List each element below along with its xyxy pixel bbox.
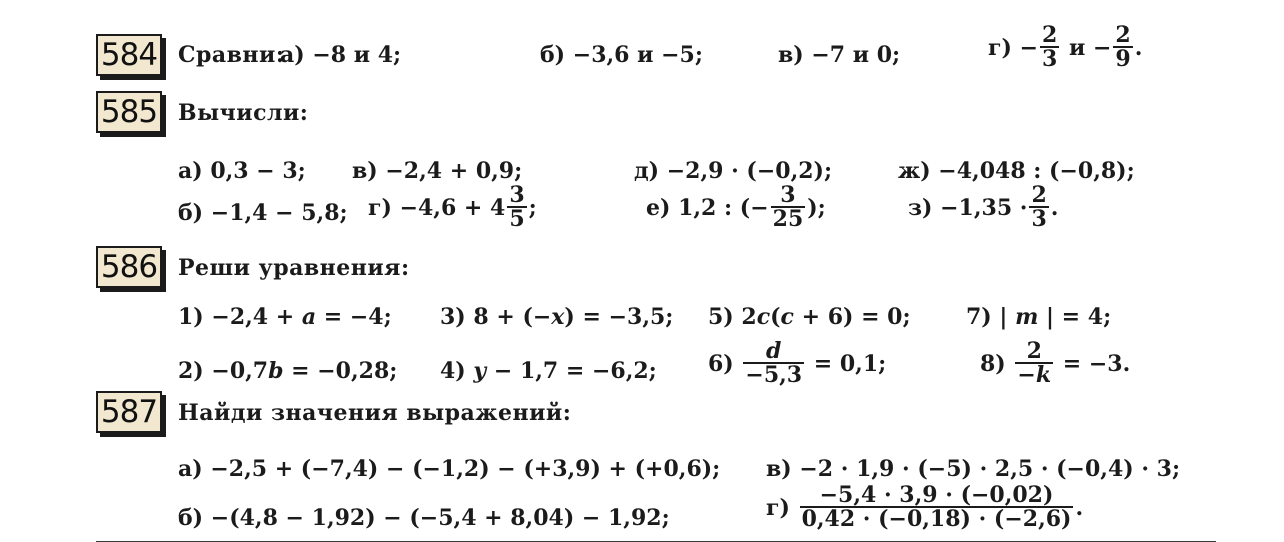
fraction-numerator: d bbox=[743, 340, 804, 364]
item-expression: −2 · 1,9 · (−5) · 2,5 · (−0,4) · 3; bbox=[799, 456, 1181, 482]
item-post: . bbox=[1134, 35, 1143, 61]
item-post: . bbox=[1050, 195, 1059, 221]
item-label: 1) bbox=[178, 304, 204, 330]
problem-585-item-b bbox=[178, 200, 348, 226]
item-post: ; bbox=[528, 195, 537, 221]
fraction-denominator: 25 bbox=[772, 206, 804, 232]
item-label: б) bbox=[540, 42, 566, 68]
item-post: = −4; bbox=[316, 304, 392, 330]
fraction-numerator: 2 bbox=[1015, 340, 1053, 364]
item-label: е) bbox=[646, 195, 671, 221]
problem-587-title: Найди значения выражений: bbox=[178, 400, 572, 426]
problem-number-584: 584 bbox=[96, 34, 162, 76]
problem-586-item-4 bbox=[440, 358, 657, 384]
problem-585-item-zh bbox=[898, 158, 1135, 184]
problem-585-item-d bbox=[634, 158, 832, 184]
item-label: а) bbox=[178, 456, 203, 482]
item-expression: −2,5 + (−7,4) − (−1,2) − (+3,9) + (+0,6); bbox=[210, 456, 721, 482]
problem-584-item-d bbox=[988, 22, 1143, 72]
item-expression: −4,048 : (−0,8); bbox=[938, 158, 1135, 184]
item-label: б) bbox=[178, 505, 204, 531]
fraction bbox=[1029, 184, 1048, 230]
problem-586-item-1 bbox=[178, 304, 392, 330]
fraction-numerator: −5,4 · 3,9 · (−0,02) bbox=[800, 484, 1074, 508]
item-post: = 0,1; bbox=[813, 351, 887, 377]
item-post: | = 4; bbox=[1038, 304, 1112, 330]
item-expression: −8 и 4; bbox=[312, 42, 402, 68]
fraction bbox=[743, 340, 804, 386]
fraction bbox=[800, 484, 1074, 530]
item-mid: ( bbox=[770, 304, 781, 330]
fraction-numerator: 3 bbox=[771, 184, 806, 208]
item-label: д) bbox=[634, 158, 660, 184]
item-pre: | bbox=[999, 304, 1016, 330]
problem-587-item-a bbox=[178, 456, 720, 482]
item-post: ) = −3,5; bbox=[564, 304, 674, 330]
problem-587-item-b bbox=[178, 505, 670, 531]
variable: b bbox=[268, 358, 284, 384]
fraction-numerator: 3 bbox=[509, 182, 525, 208]
item-label: г) bbox=[368, 195, 392, 221]
item-label: 5) bbox=[708, 304, 734, 330]
variable: a bbox=[301, 304, 317, 330]
problem-585-item-g bbox=[368, 182, 537, 232]
item-post: . bbox=[1075, 495, 1084, 521]
item-pre: − bbox=[1019, 35, 1038, 61]
variable: c bbox=[780, 304, 794, 330]
item-label: 6) bbox=[708, 351, 734, 377]
item-label: з) bbox=[908, 195, 933, 221]
fraction-denominator: −k bbox=[1017, 362, 1052, 388]
problem-585-item-a bbox=[178, 158, 306, 184]
variable: y bbox=[473, 358, 487, 384]
problem-585-item-z bbox=[908, 182, 1059, 232]
problem-number-585: 585 bbox=[96, 91, 162, 133]
item-mid: и − bbox=[1068, 35, 1112, 61]
item-label: г) bbox=[988, 35, 1012, 61]
item-expression: −2,4 + 0,9; bbox=[385, 158, 523, 184]
item-label: 4) bbox=[440, 358, 466, 384]
item-label: 7) bbox=[966, 304, 992, 330]
fraction-numerator: 2 bbox=[1115, 22, 1131, 48]
item-pre: 2 bbox=[741, 304, 757, 330]
item-label: 2) bbox=[178, 358, 204, 384]
problem-585-title: Вычисли: bbox=[178, 100, 309, 126]
problem-number-586: 586 bbox=[96, 246, 162, 288]
fraction bbox=[1040, 24, 1059, 70]
problem-587-item-g bbox=[766, 482, 1084, 532]
problem-586-item-3 bbox=[440, 304, 673, 330]
fraction-denominator: 9 bbox=[1115, 46, 1131, 72]
item-pre: −2,4 + bbox=[211, 304, 302, 330]
item-pre: −1,35 · bbox=[940, 195, 1028, 221]
item-post: = −3. bbox=[1062, 351, 1131, 377]
fraction-denominator: 5 bbox=[509, 206, 525, 232]
problem-585-item-e bbox=[646, 182, 826, 232]
item-post: − 1,7 = −6,2; bbox=[486, 358, 657, 384]
fraction-denominator: 0,42 · (−0,18) · (−2,6) bbox=[801, 506, 1072, 532]
problem-586-item-2 bbox=[178, 358, 397, 384]
fraction bbox=[507, 184, 526, 230]
item-label: 8) bbox=[980, 351, 1006, 377]
item-label: а) bbox=[178, 158, 203, 184]
problem-585-item-v bbox=[352, 158, 522, 184]
fraction-denominator: 3 bbox=[1042, 46, 1058, 72]
problem-587-item-v bbox=[766, 456, 1180, 482]
item-label: г) bbox=[766, 495, 790, 521]
item-expression: −(4,8 − 1,92) − (−5,4 + 8,04) − 1,92; bbox=[210, 505, 670, 531]
problem-586-item-6 bbox=[708, 338, 887, 388]
item-expression: −2,9 · (−0,2); bbox=[666, 158, 833, 184]
problem-584-item-c bbox=[778, 42, 900, 68]
fraction-numerator: 2 bbox=[1042, 22, 1058, 48]
item-label: в) bbox=[766, 456, 792, 482]
fraction bbox=[1113, 24, 1132, 70]
item-label: б) bbox=[178, 200, 204, 226]
problem-584-item-a bbox=[280, 42, 401, 68]
item-pre: 1,2 : (− bbox=[678, 195, 769, 221]
item-pre: −4,6 + 4 bbox=[399, 195, 506, 221]
problem-586-item-7 bbox=[966, 304, 1111, 330]
item-expression: 0,3 − 3; bbox=[210, 158, 306, 184]
item-post: + 6) = 0; bbox=[793, 304, 911, 330]
problem-586-item-5 bbox=[708, 304, 911, 330]
problem-584-item-b bbox=[540, 42, 703, 68]
item-post: = −0,28; bbox=[283, 358, 398, 384]
problem-number-587: 587 bbox=[96, 391, 162, 433]
item-label: в) bbox=[778, 42, 804, 68]
fraction-denominator: 3 bbox=[1031, 206, 1047, 232]
variable: c bbox=[756, 304, 771, 330]
item-label: а) bbox=[280, 42, 305, 68]
item-expression: −7 и 0; bbox=[811, 42, 901, 68]
item-expression: −3,6 и −5; bbox=[572, 42, 703, 68]
item-pre: −0,7 bbox=[211, 358, 269, 384]
problem-586-item-8 bbox=[980, 338, 1131, 388]
item-label: в) bbox=[352, 158, 378, 184]
fraction-denominator: −5,3 bbox=[745, 362, 803, 388]
item-expression: −1,4 − 5,8; bbox=[210, 200, 348, 226]
item-post: ); bbox=[807, 195, 826, 221]
problem-586-title: Реши уравнения: bbox=[178, 255, 410, 281]
problem-584-title: Сравни: bbox=[178, 42, 285, 68]
fraction-numerator: 2 bbox=[1031, 182, 1047, 208]
variable: x bbox=[551, 304, 565, 330]
variable: m bbox=[1015, 304, 1039, 330]
item-pre: 8 + (− bbox=[473, 304, 552, 330]
item-label: ж) bbox=[898, 158, 931, 184]
fraction bbox=[771, 184, 806, 230]
fraction bbox=[1015, 340, 1053, 386]
item-label: 3) bbox=[440, 304, 466, 330]
